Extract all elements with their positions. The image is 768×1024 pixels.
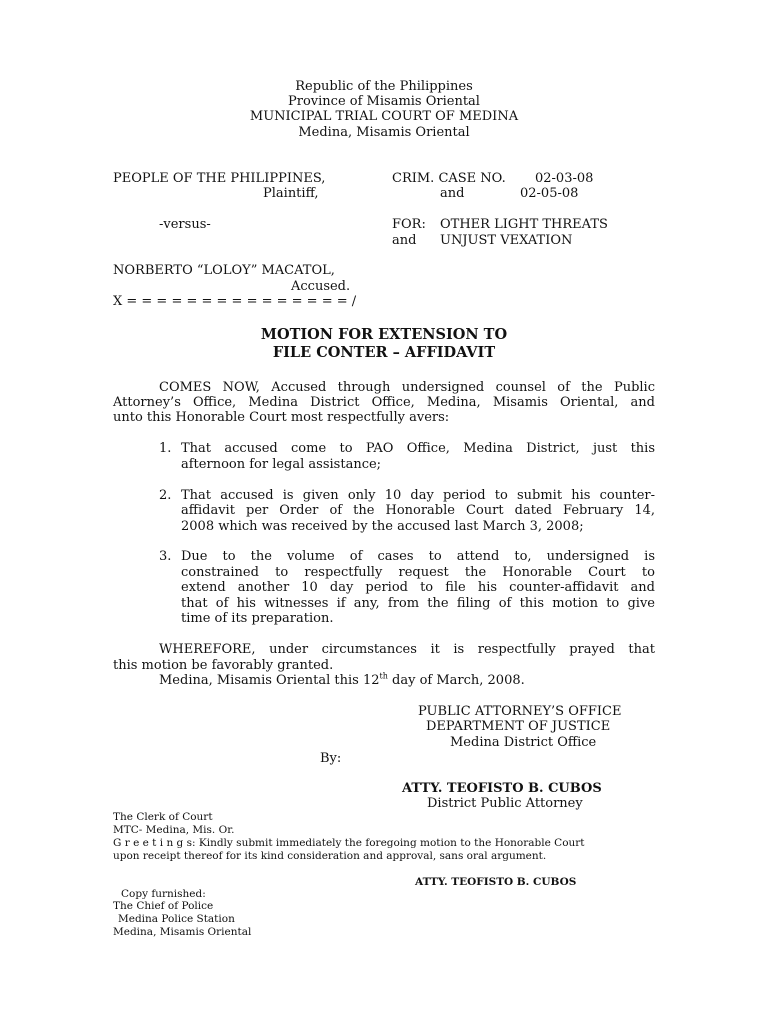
case-number-label: CRIM. CASE NO. xyxy=(392,171,506,186)
intro-line-2: Attorney’s Office, Medina District Office, Medina, Misamis Oriental, and xyxy=(113,395,655,410)
item-number: 3. xyxy=(159,549,172,564)
for-label: FOR: xyxy=(392,217,426,232)
header-province: Province of Misamis Oriental xyxy=(288,94,480,109)
notice-greetings: G r e e t i n g s: Kindly submit immediately the foregoing motion to the Honorable Court xyxy=(113,837,585,849)
date-line-text: Medina, Misamis Oriental this 12 xyxy=(159,673,380,688)
item-number: 2. xyxy=(159,488,172,503)
signature-by-label: By: xyxy=(320,751,342,766)
copy-recipient: The Chief of Police xyxy=(113,900,214,912)
accused-name: NORBERTO “LOLOY” MACATOL, xyxy=(113,263,335,278)
date-line-superscript: th xyxy=(379,671,388,681)
item-text-line: time of its preparation. xyxy=(181,611,334,626)
versus-label: -versus- xyxy=(159,217,211,232)
signature-district-office: Medina District Office xyxy=(450,735,597,750)
motion-title-line2: FILE CONTER – AFFIDAVIT xyxy=(272,344,496,361)
intro-line-3: unto this Honorable Court most respectfully avers: xyxy=(113,410,450,425)
date-line xyxy=(159,673,525,689)
accused-label: Accused. xyxy=(291,279,351,294)
item-text-line: afternoon for legal assistance; xyxy=(181,457,382,472)
prayer-line-2: this motion be favorably granted. xyxy=(113,658,334,673)
signature-position: District Public Attorney xyxy=(427,796,583,811)
prayer-line-1: WHEREFORE, under circumstances it is respectfully prayed that xyxy=(159,642,655,657)
item-number: 1. xyxy=(159,441,172,456)
offense-1: OTHER LIGHT THREATS xyxy=(440,217,608,232)
caption-separator: X = = = = = = = = = = = = = = = / xyxy=(113,294,357,309)
plaintiff-name: PEOPLE OF THE PHILIPPINES, xyxy=(113,171,326,186)
offense-and-label: and xyxy=(392,233,417,248)
motion-title-line1: MOTION FOR EXTENSION TO xyxy=(260,326,508,343)
signature-department: DEPARTMENT OF JUSTICE xyxy=(426,719,611,734)
header-republic: Republic of the Philippines xyxy=(295,79,473,94)
copy-station: Medina Police Station xyxy=(118,913,235,925)
signature-name: ATTY. TEOFISTO B. CUBOS xyxy=(402,781,602,796)
case-number-2: 02-05-08 xyxy=(520,186,579,201)
item-text-line: Due to the volume of cases to attend to, undersigned is xyxy=(181,549,655,564)
item-text-line: That accused come to PAO Office, Medina District, just this xyxy=(181,441,655,456)
notice-court: MTC- Medina, Mis. Or. xyxy=(113,824,235,836)
item-text-line: that of his witnesses if any, from the filing of this motion to give xyxy=(181,596,655,611)
copy-furnished-label: Copy furnished: xyxy=(121,888,206,900)
item-text-line: affidavit per Order of the Honorable Court dated February 14, xyxy=(181,503,655,518)
case-and-label: and xyxy=(440,186,465,201)
notice-addressee: The Clerk of Court xyxy=(113,811,213,823)
item-text-line: constrained to respectfully request the Honorable Court to xyxy=(181,565,655,580)
header-location: Medina, Misamis Oriental xyxy=(298,125,470,140)
item-text-line: extend another 10 day period to file his counter-affidavit and xyxy=(181,580,655,595)
case-number-1: 02-03-08 xyxy=(535,171,594,186)
date-line-tail: day of March, 2008. xyxy=(387,673,525,688)
notice-signer: ATTY. TEOFISTO B. CUBOS xyxy=(415,876,577,888)
item-text-line: 2008 which was received by the accused last March 3, 2008; xyxy=(181,519,584,534)
notice-body: upon receipt thereof for its kind consideration and approval, sans oral argument. xyxy=(113,850,547,862)
plaintiff-label: Plaintiff, xyxy=(263,186,319,201)
intro-line-1: COMES NOW, Accused through undersigned counsel of the Public xyxy=(159,380,655,395)
offense-2: UNJUST VEXATION xyxy=(440,233,573,248)
copy-location: Medina, Misamis Oriental xyxy=(113,926,252,938)
signature-office: PUBLIC ATTORNEY’S OFFICE xyxy=(418,704,622,719)
header-court: MUNICIPAL TRIAL COURT OF MEDINA xyxy=(249,109,519,124)
item-text-line: That accused is given only 10 day period to submit his counter- xyxy=(181,488,655,503)
